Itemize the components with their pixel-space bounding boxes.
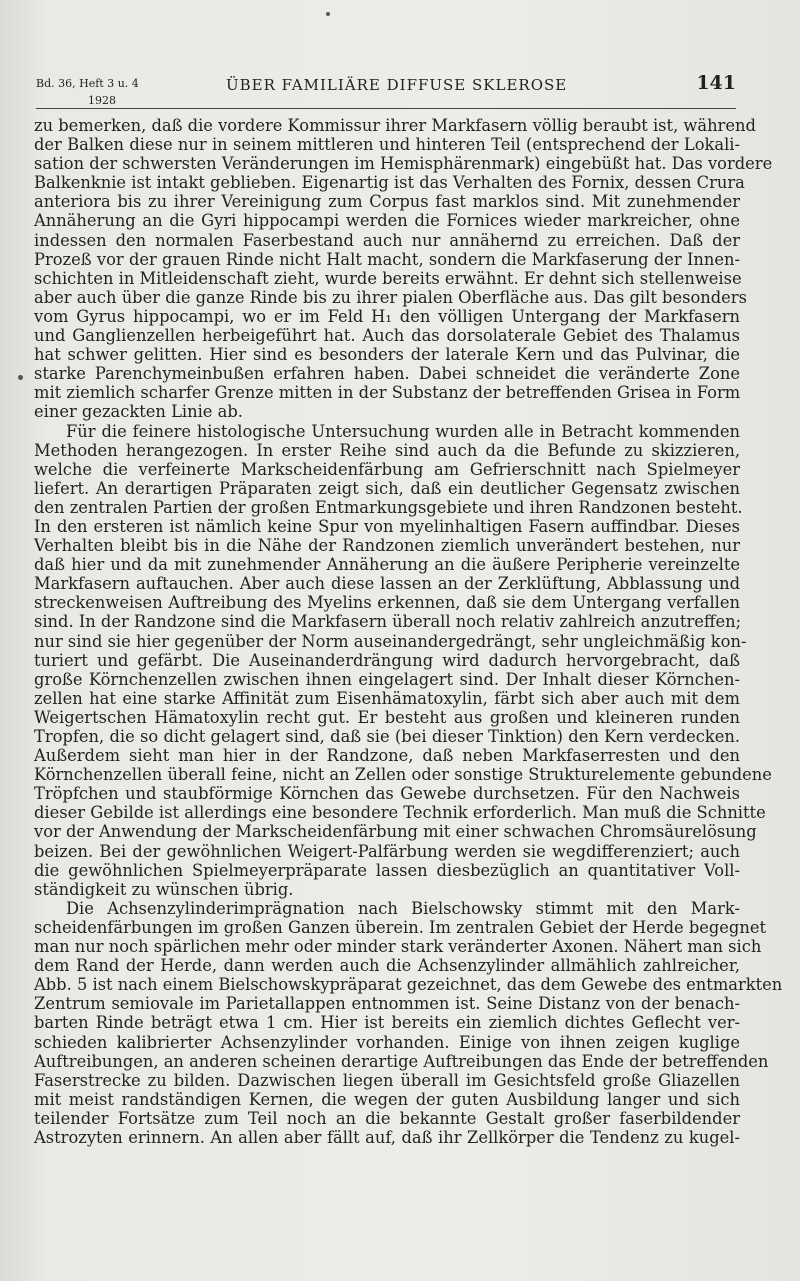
text-line: dieser Gebilde ist allerdings eine besondere Technik erforderlich. Man muß die Schnitte bbox=[34, 803, 766, 823]
text-line: Weigertschen Hämatoxylin recht gut. Er besteht aus großen und kleineren runden bbox=[34, 707, 740, 727]
text-line: sation der schwersten Veränderungen im Hemisphärenmark) eingebüßt hat. Das vordere bbox=[34, 154, 773, 174]
text-line: streckenweisen Auftreibung des Myelins erkennen, daß sie dem Untergang verfallen bbox=[34, 593, 740, 613]
text-line: Annäherung an die Gyri hippocampi werden die Fornices wieder markreicher, ohne bbox=[34, 211, 740, 231]
body-text bbox=[34, 116, 783, 1147]
text-line: teilender Fortsätze zum Teil noch an die bekannte Gestalt großer faserbildender bbox=[34, 1108, 740, 1128]
text-line: daß hier und da mit zunehmender Annäherung an die äußere Peripherie vereinzelte bbox=[34, 555, 740, 575]
text-line: hat schwer gelitten. Hier sind es besonders der laterale Kern und das Pulvinar, die bbox=[34, 345, 740, 365]
text-line: zu bemerken, daß die vordere Kommissur ihrer Markfasern völlig beraubt ist, während bbox=[34, 116, 756, 135]
text-line: mit ziemlich scharfer Grenze mitten in der Substanz der betreffenden Grisea in Form bbox=[34, 383, 741, 403]
text-line: welche die verfeinerte Markscheidenfärbung am Gefrierschnitt nach Spielmeyer bbox=[34, 459, 740, 479]
text-line: scheidenfärbungen im großen Ganzen überein. Im zentralen Gebiet der Herde begegnet bbox=[34, 917, 767, 937]
text-line: starke Parenchymeinbußen erfahren haben. Dabei schneidet die veränderte Zone bbox=[34, 364, 740, 384]
text-line: Außerdem sieht man hier in der Randzone, daß neben Markfaserresten und den bbox=[34, 746, 740, 766]
text-line: anteriora bis zu ihrer Vereinigung zum Corpus fast marklos sind. Mit zunehmender bbox=[34, 192, 740, 212]
text-line: Tröpfchen und staubförmige Körnchen das Gewebe durchsetzen. Für den Nachweis bbox=[34, 784, 740, 804]
text-line: Verhalten bleibt bis in die Nähe der Randzonen ziemlich unverändert bestehen, nur bbox=[34, 536, 740, 556]
text-line: sind. In der Randzone sind die Markfasern überall noch relativ zahlreich anzutreffen; bbox=[34, 612, 742, 632]
text-line: schieden kalibrierter Achsenzylinder vorhanden. Einige von ihnen zeigen kuglige bbox=[34, 1032, 740, 1052]
text-line: vor der Anwendung der Markscheidenfärbung mit einer schwachen Chromsäurelösung bbox=[34, 822, 757, 842]
text-line: Balkenknie ist intakt geblieben. Eigenartig ist das Verhalten des Fornix, dessen Crura bbox=[34, 173, 745, 193]
text-line: den zentralen Partien der großen Entmarkungsgebiete und ihren Randzonen besteht. bbox=[34, 497, 743, 517]
text-line: Prozeß vor der grauen Rinde nicht Halt macht, sondern die Markfaserung der Innen- bbox=[34, 249, 740, 269]
text-line: schichten in Mitleidenschaft zieht, wurde bereits erwähnt. Er dehnt sich stellenweise bbox=[34, 268, 742, 288]
running-header bbox=[36, 72, 736, 109]
text-line: mit meist randständigen Kernen, die wegen der guten Ausbildung langer und sich bbox=[34, 1089, 740, 1109]
text-line: Zentrum semiovale im Parietallappen entnommen ist. Seine Distanz von der benach- bbox=[34, 994, 740, 1014]
text-line: einer gezackten Linie ab. bbox=[34, 402, 243, 422]
text-line: Tropfen, die so dicht gelagert sind, daß sie (bei dieser Tinktion) den Kern verdecken. bbox=[34, 727, 740, 746]
text-line: der Balken diese nur in seinem mittleren und hinteren Teil (entsprechend der Lokali- bbox=[34, 135, 740, 155]
text-line: zellen hat eine starke Affinität zum Eisenhämatoxylin, färbt sich aber auch mit dem bbox=[34, 688, 740, 708]
text-line: Für die feinere histologische Untersuchung wurden alle in Betracht kommenden bbox=[66, 421, 740, 441]
text-line: In den ersteren ist nämlich keine Spur von myelinhaltigen Fasern auffindbar. Dieses bbox=[34, 516, 740, 536]
page-number: 141 bbox=[696, 72, 736, 94]
text-line: Die Achsenzylinderimprägnation nach Bielschowsky stimmt mit den Mark- bbox=[66, 898, 740, 918]
text-line: turiert und gefärbt. Die Auseinanderdrängung wird dadurch hervorgebracht, daß bbox=[34, 650, 740, 670]
text-line: Körnchenzellen überall feine, nicht an Zellen oder sonstige Strukturelemente gebundene bbox=[34, 765, 772, 785]
text-line: man nur noch spärlichen mehr oder minder stark veränderter Axonen. Nähert man sich bbox=[34, 937, 762, 957]
publication-year: 1928 bbox=[88, 94, 116, 107]
text-line: Markfasern auftauchen. Aber auch diese lassen an der Zerklüftung, Abblassung und bbox=[34, 574, 740, 594]
text-line: indessen den normalen Faserbestand auch nur annähernd zu erreichen. Daß der bbox=[34, 230, 740, 250]
text-line: die gewöhnlichen Spielmeyerpräparate lassen diesbezüglich an quantitativer Voll- bbox=[34, 860, 740, 880]
text-line: große Körnchenzellen zwischen ihnen eingelagert sind. Der Inhalt dieser Körnchen- bbox=[34, 669, 740, 689]
text-line: nur sind sie hier gegenüber der Norm auseinandergedrängt, sehr ungleichmäßig kon- bbox=[34, 631, 747, 651]
scan-speck bbox=[326, 12, 330, 16]
text-line: dem Rand der Herde, dann werden auch die Achsenzylinder allmählich zahlreicher, bbox=[34, 956, 740, 976]
text-line: und Ganglienzellen herbeigeführt hat. Auch das dorsolaterale Gebiet des Thalamus bbox=[34, 326, 740, 346]
scan-speck bbox=[18, 375, 23, 380]
text-line: ständigkeit zu wünschen übrig. bbox=[34, 879, 294, 899]
text-line: Faserstrecke zu bilden. Dazwischen liegen überall im Gesichtsfeld große Gliazellen bbox=[34, 1070, 740, 1090]
text-line: beizen. Bei der gewöhnlichen Weigert-Palfärbung werden sie wegdifferenziert; auch bbox=[34, 841, 740, 861]
text-line: vom Gyrus hippocampi, wo er im Feld H₁ den völligen Untergang der Markfasern bbox=[34, 306, 740, 326]
running-title: ÜBER FAMILIÄRE DIFFUSE SKLEROSE bbox=[226, 76, 568, 94]
text-line: Auftreibungen, an anderen scheinen derartige Auftreibungen das Ende der betreffenden bbox=[34, 1051, 769, 1071]
text-line: Methoden herangezogen. In erster Reihe sind auch da die Befunde zu skizzieren, bbox=[34, 440, 740, 460]
volume-issue: Bd. 36, Heft 3 u. 4 bbox=[36, 77, 139, 90]
text-line: liefert. An derartigen Präparaten zeigt sich, daß ein deutlicher Gegensatz zwischen bbox=[34, 478, 740, 498]
text-line: aber auch über die ganze Rinde bis zu ihrer pialen Oberfläche aus. Das gilt besonders bbox=[34, 287, 747, 307]
text-line: Astrozyten erinnern. An allen aber fällt auf, daß ihr Zellkörper die Tendenz zu kugel- bbox=[34, 1127, 740, 1147]
text-line: barten Rinde beträgt etwa 1 cm. Hier ist bereits ein ziemlich dichtes Geflecht ver- bbox=[34, 1013, 740, 1033]
text-line: Abb. 5 ist nach einem Bielschowskypräparat gezeichnet, das dem Gewebe des entmarkten bbox=[34, 975, 783, 995]
